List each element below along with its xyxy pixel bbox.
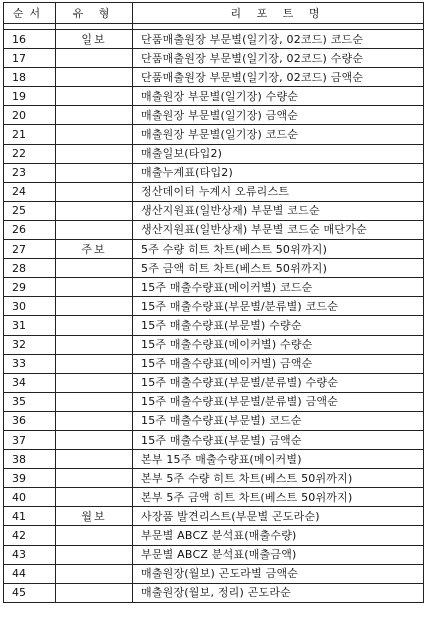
row-number: 33: [4, 354, 56, 373]
row-number: 27: [4, 240, 56, 259]
table-row: [4, 87, 424, 106]
row-number: 39: [4, 469, 56, 488]
row-number: 42: [4, 526, 56, 545]
row-number: 37: [4, 430, 56, 449]
row-type: [56, 488, 133, 507]
row-number: 26: [4, 220, 56, 239]
row-report-name: 생산지원표(일반상재) 부문별 코드순 매단가순: [133, 220, 424, 239]
row-report-name: 15주 매출수량표(메이커별) 수량순: [133, 335, 424, 354]
report-list-table: [3, 2, 424, 603]
row-report-name: 매출일보(타입2): [133, 144, 424, 163]
table-row: [4, 259, 424, 278]
row-report-name: 5주 수량 히트 차트(베스트 50위까지): [133, 240, 424, 259]
table-row: [4, 240, 424, 259]
row-number: 30: [4, 297, 56, 316]
row-type: [56, 373, 133, 392]
table-row: [4, 182, 424, 201]
row-report-name: 매출원장 부문별(일기장) 수량순: [133, 87, 424, 106]
row-number: 32: [4, 335, 56, 354]
table-row: [4, 316, 424, 335]
table-row: [4, 564, 424, 583]
report-rows: [4, 30, 424, 603]
row-report-name: 매출원장 부문별(일기장) 금액순: [133, 106, 424, 125]
table-row: [4, 526, 424, 545]
row-number: 44: [4, 564, 56, 583]
row-report-name: 정산데이터 누계시 오류리스트: [133, 182, 424, 201]
row-type: [56, 450, 133, 469]
row-report-name: 단품매출원장 부문별(일기장, 02코드) 금액순: [133, 68, 424, 87]
row-number: 43: [4, 545, 56, 564]
row-number: 22: [4, 144, 56, 163]
row-report-name: 매출원장 부문별(일기장) 코드순: [133, 125, 424, 144]
row-report-name: 15주 매출수량표(부문별/분류별) 코드순: [133, 297, 424, 316]
table-row: [4, 68, 424, 87]
table-row: [4, 335, 424, 354]
table-row: [4, 125, 424, 144]
table-row: [4, 106, 424, 125]
header-type: 유 형: [56, 3, 133, 24]
row-report-name: 매출누계표(타입2): [133, 163, 424, 182]
table-row: [4, 278, 424, 297]
row-number: 19: [4, 87, 56, 106]
row-report-name: 본부 5주 수량 히트 차트(베스트 50위까지): [133, 469, 424, 488]
row-type: [56, 106, 133, 125]
table-row: [4, 583, 424, 602]
table-row: [4, 373, 424, 392]
row-number: 36: [4, 411, 56, 430]
row-type: [56, 68, 133, 87]
row-report-name: 단품매출원장 부문별(일기장, 02코드) 수량순: [133, 49, 424, 68]
table-row: [4, 30, 424, 49]
table-row: [4, 49, 424, 68]
row-type: [56, 49, 133, 68]
row-number: 25: [4, 201, 56, 220]
table-row: [4, 507, 424, 526]
row-type: 월보: [56, 507, 133, 526]
row-report-name: 사장품 발견리스트(부문별 곤도라순): [133, 507, 424, 526]
row-type: [56, 220, 133, 239]
table-row: [4, 469, 424, 488]
row-number: 38: [4, 450, 56, 469]
table-row: [4, 450, 424, 469]
row-type: [56, 392, 133, 411]
row-type: [56, 564, 133, 583]
row-number: 31: [4, 316, 56, 335]
row-report-name: 생산지원표(일반상재) 부문별 코드순: [133, 201, 424, 220]
row-report-name: 15주 매출수량표(부문별/분류별) 수량순: [133, 373, 424, 392]
row-type: [56, 583, 133, 602]
row-number: 24: [4, 182, 56, 201]
row-report-name: 부문별 ABCZ 분석표(매출수량): [133, 526, 424, 545]
row-number: 21: [4, 125, 56, 144]
table-row: [4, 392, 424, 411]
row-number: 41: [4, 507, 56, 526]
row-report-name: 15주 매출수량표(메이커별) 금액순: [133, 354, 424, 373]
row-type: [56, 335, 133, 354]
row-type: [56, 354, 133, 373]
row-type: [56, 201, 133, 220]
table-row: [4, 411, 424, 430]
header-no: 순서: [4, 3, 56, 24]
row-report-name: 15주 매출수량표(부문별/분류별) 금액순: [133, 392, 424, 411]
row-report-name: 15주 매출수량표(메이커별) 코드순: [133, 278, 424, 297]
row-type: [56, 469, 133, 488]
header-report-name: 리 포 트 명: [133, 3, 424, 24]
row-number: 29: [4, 278, 56, 297]
row-number: 34: [4, 373, 56, 392]
row-type: [56, 182, 133, 201]
row-report-name: 단품매출원장 부문별(일기장, 02코드) 코드순: [133, 30, 424, 49]
table-row: [4, 144, 424, 163]
row-type: [56, 316, 133, 335]
row-report-name: 5주 금액 히트 차트(베스트 50위까지): [133, 259, 424, 278]
table-row: [4, 297, 424, 316]
row-type: 일보: [56, 30, 133, 49]
row-report-name: 본부 15주 매출수량표(메이커별): [133, 450, 424, 469]
row-number: 28: [4, 259, 56, 278]
row-type: [56, 297, 133, 316]
row-number: 35: [4, 392, 56, 411]
row-type: [56, 278, 133, 297]
row-report-name: 15주 매출수량표(부문별) 금액순: [133, 430, 424, 449]
table-row: [4, 545, 424, 564]
row-type: [56, 144, 133, 163]
row-number: 45: [4, 583, 56, 602]
table-row: [4, 220, 424, 239]
row-type: [56, 259, 133, 278]
table-row: [4, 163, 424, 182]
row-report-name: 15주 매출수량표(부문별) 코드순: [133, 411, 424, 430]
row-type: [56, 125, 133, 144]
report-list-sheet: [3, 2, 423, 603]
table-row: [4, 430, 424, 449]
table-row: [4, 354, 424, 373]
row-type: 주보: [56, 240, 133, 259]
row-report-name: 매출원장(월보) 곤도라별 금액순: [133, 564, 424, 583]
row-type: [56, 526, 133, 545]
table-row: [4, 488, 424, 507]
header-row: [4, 3, 424, 24]
row-report-name: 부문별 ABCZ 분석표(매출금액): [133, 545, 424, 564]
row-number: 23: [4, 163, 56, 182]
row-report-name: 15주 매출수량표(부문별) 수량순: [133, 316, 424, 335]
row-number: 20: [4, 106, 56, 125]
row-report-name: 본부 5주 금액 히트 차트(베스트 50위까지): [133, 488, 424, 507]
row-number: 40: [4, 488, 56, 507]
row-number: 16: [4, 30, 56, 49]
row-type: [56, 545, 133, 564]
row-type: [56, 87, 133, 106]
row-type: [56, 411, 133, 430]
row-type: [56, 163, 133, 182]
row-number: 18: [4, 68, 56, 87]
row-number: 17: [4, 49, 56, 68]
row-report-name: 매출원장(월보, 정리) 곤도라순: [133, 583, 424, 602]
row-type: [56, 430, 133, 449]
table-row: [4, 201, 424, 220]
